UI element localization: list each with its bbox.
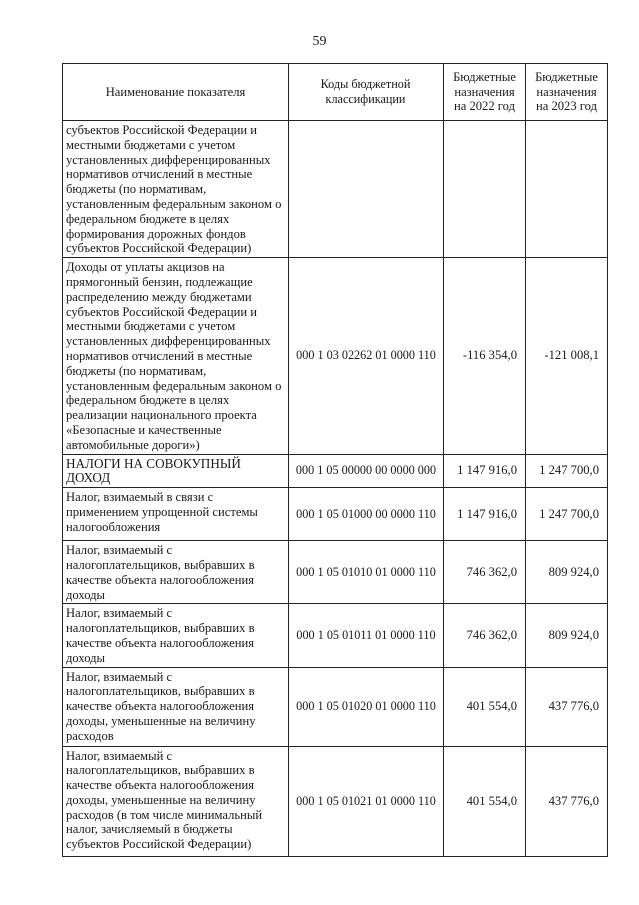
- row-name: Налог, взимаемый с налогоплательщиков, выбравших в качестве объекта налогообложения доходы, уменьшенные на величину расходов: [63, 667, 289, 746]
- row-value-2022: 1 147 916,0: [444, 488, 526, 541]
- row-code: 000 1 05 01010 01 0000 110: [289, 541, 444, 604]
- row-value-2022: 1 147 916,0: [444, 454, 526, 488]
- header-indicator-name: Наименование показателя: [63, 64, 289, 121]
- row-value-2022: 401 554,0: [444, 667, 526, 746]
- page-number: 59: [312, 34, 327, 49]
- table-row: [63, 488, 608, 541]
- table-row: [63, 604, 608, 667]
- row-code: 000 1 05 01020 01 0000 110: [289, 667, 444, 746]
- table-row: [63, 454, 608, 488]
- row-name: Налог, взимаемый с налогоплательщиков, выбравших в качестве объекта налогообложения доходы: [63, 541, 289, 604]
- row-name: Налог, взимаемый с налогоплательщиков, выбравших в качестве объекта налогообложения доходы: [63, 604, 289, 667]
- table-row: [63, 121, 608, 258]
- row-value-2023: [526, 121, 608, 258]
- row-value-2022: 401 554,0: [444, 746, 526, 856]
- row-value-2023: -121 008,1: [526, 258, 608, 454]
- row-value-2023: 437 776,0: [526, 667, 608, 746]
- row-code: 000 1 05 01021 01 0000 110: [289, 746, 444, 856]
- table-row: [63, 667, 608, 746]
- table-header-row: [63, 64, 608, 121]
- header-budget-2023: Бюджетные назначения на 2023 год: [526, 64, 608, 121]
- header-budget-codes: Коды бюджетной классификации: [289, 64, 444, 121]
- row-code: 000 1 05 01011 01 0000 110: [289, 604, 444, 667]
- row-value-2023: 809 924,0: [526, 541, 608, 604]
- row-code: 000 1 05 00000 00 0000 000: [289, 454, 444, 488]
- row-value-2023: 1 247 700,0: [526, 454, 608, 488]
- row-code: 000 1 03 02262 01 0000 110: [289, 258, 444, 454]
- budget-table: [62, 63, 608, 857]
- row-name: Налог, взимаемый в связи с применением упрощенной системы налогообложения: [63, 488, 289, 541]
- row-value-2022: 746 362,0: [444, 541, 526, 604]
- row-value-2022: 746 362,0: [444, 604, 526, 667]
- row-value-2023: 1 247 700,0: [526, 488, 608, 541]
- row-value-2022: [444, 121, 526, 258]
- row-value-2022: -116 354,0: [444, 258, 526, 454]
- header-budget-2022: Бюджетные назначения на 2022 год: [444, 64, 526, 121]
- row-value-2023: 437 776,0: [526, 746, 608, 856]
- table-row: [63, 258, 608, 454]
- row-name: НАЛОГИ НА СОВОКУПНЫЙ ДОХОД: [63, 454, 289, 488]
- row-name: субъектов Российской Федерации и местными бюджетами с учетом установленных дифференцированных нормативов отчислений в местные бюджеты (по нормативам, установленным федеральным законом о федеральном бюджете в целях формирования дорожных фондов субъектов Российской Федерации): [63, 121, 289, 258]
- table-row: [63, 746, 608, 856]
- row-name: Доходы от уплаты акцизов на прямогонный бензин, подлежащие распределению между бюджетами субъектов Российской Федерации и местными бюджетами с учетом установленных дифференцированных нормативов отчислений в местные бюджеты (по нормативам, установленным федеральным законом о федеральном бюджете в целях реализации национального проекта «Безопасные и качественные автомобильные дороги»): [63, 258, 289, 454]
- table-row: [63, 541, 608, 604]
- row-value-2023: 809 924,0: [526, 604, 608, 667]
- row-name: Налог, взимаемый с налогоплательщиков, выбравших в качестве объекта налогообложения доходы, уменьшенные на величину расходов (в том числе минимальный налог, зачисляемый в бюджеты субъектов Российской Федерации): [63, 746, 289, 856]
- row-code: 000 1 05 01000 00 0000 110: [289, 488, 444, 541]
- row-code: [289, 121, 444, 258]
